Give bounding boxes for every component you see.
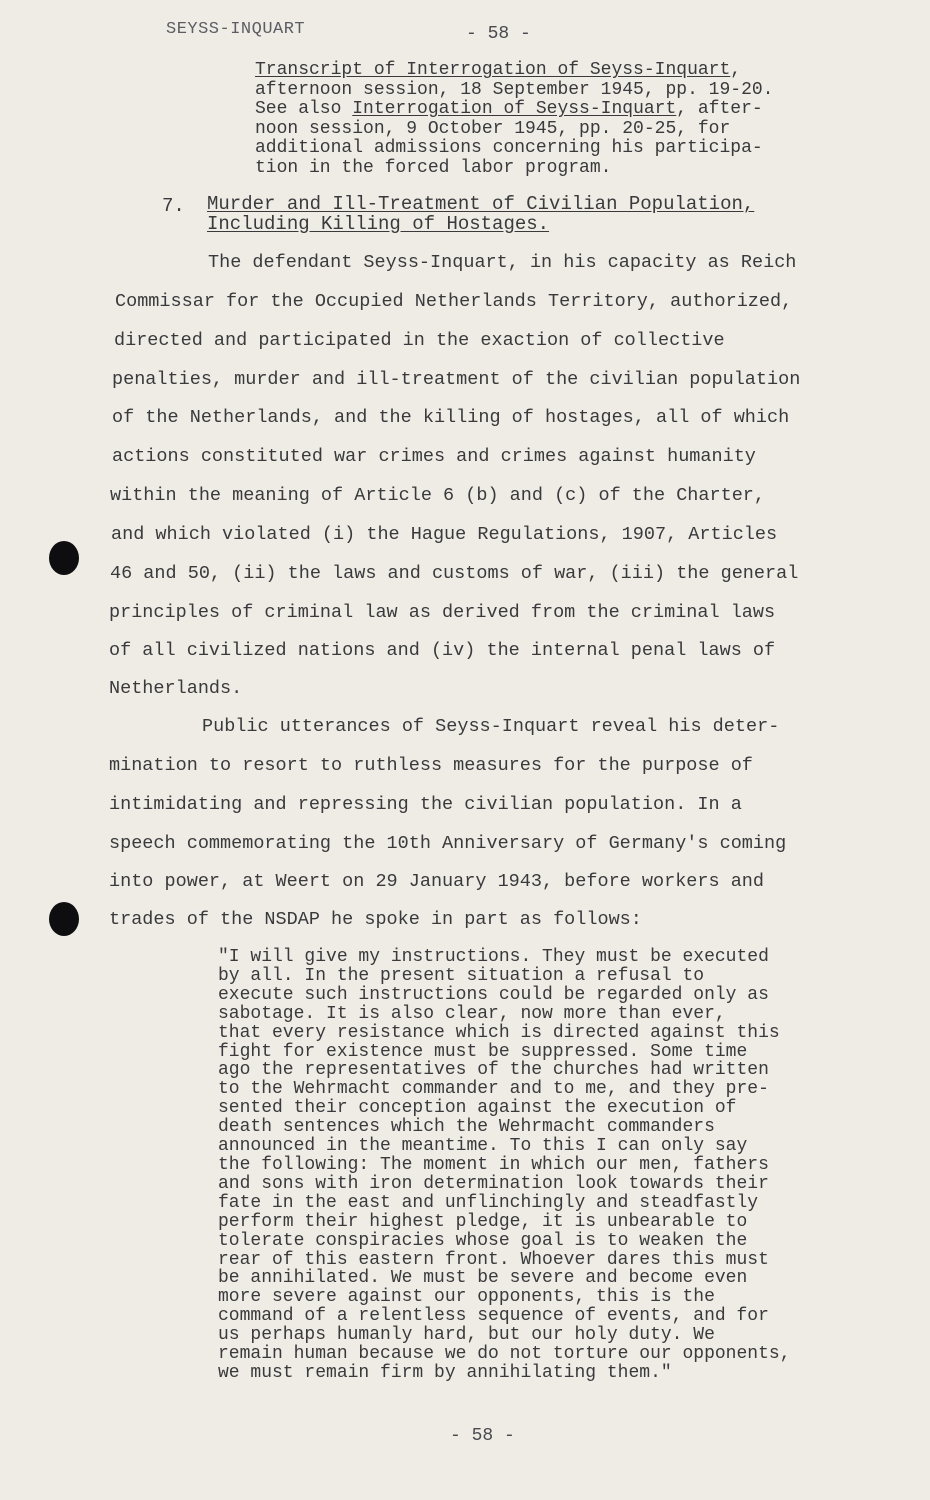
- text-line: into power, at Weert on 29 January 1943, before workers and: [109, 871, 765, 892]
- quote-line: "I will give my instructions. They must be executed: [218, 947, 769, 967]
- quote-line: remain human because we do not torture our opponents,: [218, 1344, 791, 1365]
- running-header-name: SEYSS-INQUART: [166, 20, 306, 39]
- footer-page-number: - 58 -: [450, 1426, 515, 1446]
- quote-line: announced in the meantime. To this I can only say: [218, 1136, 748, 1157]
- text-line: and which violated (i) the Hague Regulations, 1907, Articles: [111, 524, 778, 545]
- text-line: speech commemorating the 10th Anniversary of Germany's coming: [109, 833, 787, 854]
- text-line: Netherlands.: [109, 678, 243, 699]
- text-line: trades of the NSDAP he spoke in part as follows:: [109, 909, 642, 930]
- quote-line: command of a relentless sequence of events, and for: [218, 1306, 769, 1327]
- text-line: Commissar for the Occupied Netherlands Territory, authorized,: [115, 291, 793, 312]
- block-quote: [218, 948, 838, 1383]
- quote-line: sented their conception against the execution of: [218, 1098, 737, 1119]
- citation-line: Transcript of Interrogation of Seyss-Inquart,: [255, 60, 742, 80]
- quote-line: death sentences which the Wehrmacht commanders: [218, 1117, 715, 1138]
- quote-line: perform their highest pledge, it is unbearable to: [218, 1211, 748, 1232]
- text-line: The defendant Seyss-Inquart, in his capacity as Reich: [208, 252, 797, 273]
- text-line: intimidating and repressing the civilian population. In a: [109, 794, 742, 815]
- citation-line: noon session, 9 October 1945, pp. 20-25, for: [255, 118, 731, 139]
- text-line: within the meaning of Article 6 (b) and (c) of the Charter,: [110, 485, 766, 506]
- citation-title: Transcript of Interrogation of Seyss-Inquart: [255, 60, 731, 80]
- text-line: of the Netherlands, and the killing of hostages, all of which: [112, 407, 790, 428]
- header-page-number: - 58 -: [466, 24, 531, 44]
- quote-line: rear of this eastern front. Whoever dares this must: [218, 1249, 769, 1270]
- text-line: Public utterances of Seyss-Inquart reveal his deter-: [202, 716, 780, 737]
- text-line: directed and participated in the exaction of collective: [114, 330, 725, 351]
- citation-title: Interrogation of Seyss-Inquart: [352, 99, 677, 119]
- section-number: 7.: [162, 195, 185, 217]
- quote-line: ago the representatives of the churches had written: [218, 1060, 769, 1081]
- quote-line: be annihilated. We must be severe and become even: [218, 1268, 748, 1289]
- citation-block: [255, 61, 815, 178]
- quote-line: fight for existence must be suppressed. Some time: [218, 1041, 748, 1062]
- section-title: [207, 195, 754, 234]
- quote-line: the following: The moment in which our men, fathers: [218, 1154, 769, 1175]
- quote-line: sabotage. It is also clear, now more than ever,: [218, 1003, 726, 1024]
- quote-line: us perhaps humanly hard, but our holy duty. We: [218, 1325, 715, 1346]
- text-line: penalties, murder and ill-treatment of the civilian population: [112, 369, 801, 390]
- citation-line: See also Interrogation of Seyss-Inquart, after-: [255, 99, 763, 119]
- quote-line: tolerate conspiracies whose goal is to weaken the: [218, 1230, 748, 1251]
- text-line: actions constituted war crimes and crimes against humanity: [112, 446, 756, 467]
- quote-line: that every resistance which is directed against this: [218, 1022, 780, 1043]
- citation-line: afternoon session, 18 September 1945, pp. 19-20.: [255, 79, 774, 100]
- quote-line: we must remain firm by annihilating them.": [218, 1362, 672, 1383]
- citation-line: tion in the forced labor program.: [255, 157, 612, 178]
- text-line: principles of criminal law as derived from the criminal laws: [109, 602, 776, 623]
- quote-line: and sons with iron determination look towards their: [218, 1173, 769, 1194]
- quote-line: fate in the east and unflinchingly and steadfastly: [218, 1192, 759, 1213]
- text-line: of all civilized nations and (iv) the internal penal laws of: [109, 640, 776, 661]
- citation-line: additional admissions concerning his participa-: [255, 138, 763, 158]
- text-line: mination to resort to ruthless measures for the purpose of: [109, 755, 753, 776]
- quote-line: execute such instructions could be regarded only as: [218, 984, 769, 1005]
- punch-hole-top: [49, 541, 79, 575]
- section-title-line: Including Killing of Hostages.: [207, 212, 550, 235]
- quote-line: to the Wehrmacht commander and to me, and they pre-: [218, 1079, 769, 1100]
- quote-line: more severe against our opponents, this is the: [218, 1287, 715, 1308]
- punch-hole-bottom: [49, 902, 79, 936]
- quote-line: by all. In the present situation a refusal to: [218, 965, 705, 986]
- text-line: 46 and 50, (ii) the laws and customs of war, (iii) the general: [110, 563, 799, 584]
- section-title-line: Murder and Ill-Treatment of Civilian Population,: [207, 193, 755, 215]
